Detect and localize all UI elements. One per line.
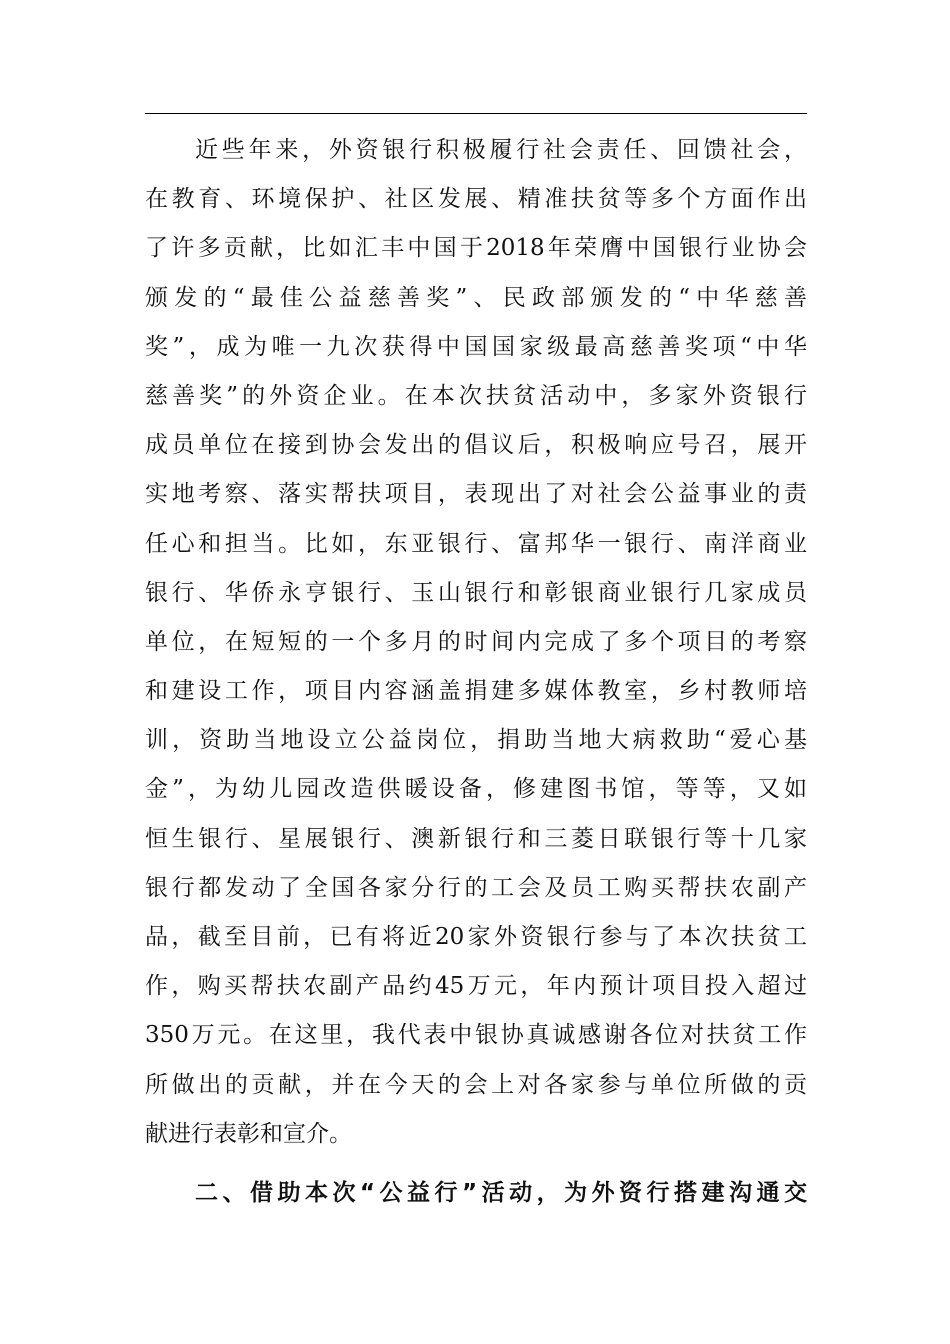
- paragraph-line: 品，截至目前，已有将近20家外资银行参与了本次扶贫工: [145, 924, 807, 950]
- paragraph-line: 在教育、环境保护、社区发展、精准扶贫等多个方面作出: [145, 186, 807, 213]
- paragraph-line: 近些年来，外资银行积极履行社会责任、回馈社会，: [195, 137, 807, 163]
- paragraph-line: 银行、华侨永亨银行、玉山银行和彰银商业银行几家成员: [145, 579, 807, 606]
- top-divider: [145, 113, 807, 114]
- paragraph-line: 和建设工作，项目内容涵盖捐建多媒体教室，乡村教师培: [145, 678, 807, 705]
- paragraph-line: 恒生银行、星展银行、澳新银行和三菱日联银行等十几家: [145, 825, 807, 852]
- paragraph-line: 慈善奖”的外资企业。在本次扶贫活动中，多家外资银行: [145, 382, 807, 409]
- paragraph-line: 金”，为幼儿园改造供暖设备，修建图书馆，等等，又如: [145, 776, 807, 803]
- paragraph-line: 颁发的“最佳公益慈善奖”、民政部颁发的“中华慈善: [145, 284, 807, 311]
- paragraph-line: 350万元。在这里，我代表中银协真诚感谢各位对扶贫工作: [145, 1022, 807, 1049]
- paragraph-line: 实地考察、落实帮扶项目，表现出了对社会公益事业的责: [145, 481, 807, 508]
- paragraph-line: 了许多贡献，比如汇丰中国于2018年荣膺中国银行业协会: [145, 235, 807, 262]
- paragraph-line: 作，购买帮扶农副产品约45万元，年内预计项目投入超过: [145, 973, 807, 1000]
- body-paragraph: [145, 126, 807, 1159]
- section-heading: 二、借助本次“公益行”活动，为外资行搭建沟通交: [195, 1180, 807, 1206]
- paragraph-line: 任心和担当。比如，东亚银行、富邦华一银行、南洋商业: [145, 530, 807, 557]
- paragraph-line: 单位，在短短的一个多月的时间内完成了多个项目的考察: [145, 628, 807, 655]
- paragraph-line: 训，资助当地设立公益岗位，捐助当地大病救助“爱心基: [145, 727, 807, 754]
- paragraph-line: 奖”，成为唯一九次获得中国国家级最高慈善奖项“中华: [145, 333, 807, 360]
- paragraph-line: 献进行表彰和宣介。: [145, 1120, 352, 1147]
- paragraph-line: 成员单位在接到协会发出的倡议后，积极响应号召，展开: [145, 432, 807, 459]
- paragraph-line: 银行都发动了全国各家分行的工会及员工购买帮扶农副产: [145, 874, 807, 901]
- paragraph-line: 所做出的贡献，并在今天的会上对各家参与单位所做的贡: [145, 1071, 807, 1098]
